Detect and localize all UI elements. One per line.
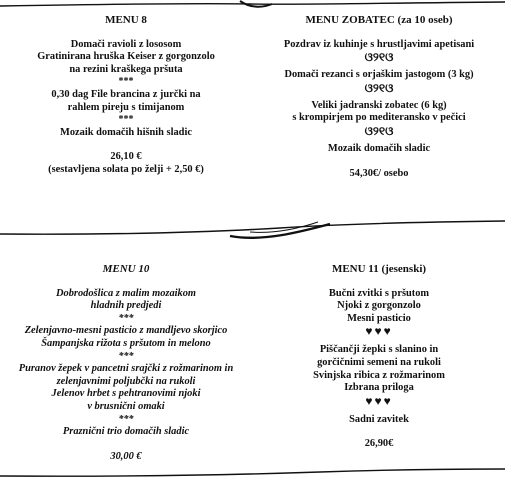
menu-10-panel — [0, 263, 252, 463]
menu-8-panel — [0, 14, 252, 177]
menu-zobatec-course: Mozaik domačih sladic — [327, 142, 431, 154]
bottom-swash-ornament — [0, 464, 505, 480]
menu-10-separator: *** — [118, 413, 134, 425]
menu-10-course: Jelenov hrbet s pehtranovimi njoki — [51, 388, 201, 400]
menu-8-course: Gratinirana hruška Keiser z gorgonzolo — [37, 51, 215, 63]
menu-11-course: Svinjska ribica z rožmarinom — [313, 369, 445, 381]
menu-10-course: Šampanjska rižota s pršutom in melono — [41, 337, 211, 349]
menu-11-panel — [253, 263, 505, 451]
menu-zobatec-course: Veliki jadranski zobatec (6 kg) — [311, 99, 447, 111]
menu-11-course: Bučni zvitki s pršutom — [328, 287, 430, 299]
menu-10-course: Dobrodošlica z malim mozaikom — [56, 287, 196, 299]
menu-zobatec-course: Domači rezanci s orjaškim jastogom (3 kg) — [284, 69, 474, 81]
hearts-icon: ♥♥♥ — [365, 393, 393, 408]
menu-zobatec-panel — [253, 14, 505, 180]
menu-8-course: Mozaik domačih hišnih sladic — [60, 126, 192, 138]
menu-10-price: 30,00 € — [110, 450, 142, 462]
menu-10-title: MENU 10 — [102, 263, 150, 275]
menu-8-course: 0,30 dag File brancina z jurčki na — [51, 88, 201, 100]
menu-11-title: MENU 11 (jesenski) — [331, 263, 427, 275]
menu-11-course: Sadni zavitek — [349, 413, 409, 425]
menu-zobatec-title: MENU ZOBATEC (za 10 oseb) — [305, 14, 453, 26]
top-swash-ornament — [0, 0, 505, 14]
menu-11-course: gorčičnimi semeni na rukoli — [317, 356, 441, 368]
flourish-icon: ଓ୨୧ଓ — [364, 50, 394, 65]
menu-10-course: Puranov žepek v pancetni srajčki z rožmarinom in — [18, 363, 234, 375]
menu-11-course: Mesni pasticio — [347, 312, 411, 324]
menu-8-separator: *** — [118, 114, 134, 126]
hearts-icon: ♥♥♥ — [365, 324, 393, 339]
menu-10-course: Praznični trio domačih sladic — [62, 426, 190, 438]
menu-8-price-note: (sestavljena solata po želji + 2,50 €) — [48, 163, 204, 175]
menu-8-title: MENU 8 — [105, 14, 147, 26]
menu-10-course: hladnih predjedi — [90, 300, 162, 312]
flourish-icon: ଓ୨୧ଓ — [364, 123, 394, 138]
menu-10-course: v brusnični omaki — [87, 400, 165, 412]
menu-8-course: rahlem pireju s timijanom — [67, 101, 185, 113]
menu-zobatec-course: s krompirjem po mediteransko v pečici — [292, 112, 466, 124]
menu-11-price: 26,90€ — [364, 438, 394, 450]
menu-8-course: Domači ravioli z lososom — [70, 38, 182, 50]
menu-8-price: 26,10 € — [110, 151, 142, 163]
middle-swash-ornament — [0, 216, 505, 242]
menu-11-course: Njoki z gorgonzolo — [337, 300, 421, 312]
menu-10-course: zelenjavnimi poljubčki na rukoli — [56, 375, 196, 387]
menu-10-separator: *** — [118, 350, 134, 362]
menu-11-course: Piščančji žepki s slanino in — [319, 344, 439, 356]
menu-10-separator: *** — [118, 312, 134, 324]
menu-10-course: Zelenjavno-mesni pasticio z mandljevo skorjico — [24, 325, 228, 337]
menu-8-separator: *** — [118, 76, 134, 88]
menu-11-course: Izbrana priloga — [344, 382, 414, 394]
menu-8-course: na rezini kraškega pršuta — [69, 63, 183, 75]
menu-zobatec-price: 54,30€/ osebo — [349, 167, 409, 179]
flourish-icon: ଓ୨୧ଓ — [364, 80, 394, 95]
menu-zobatec-course: Pozdrav iz kuhinje s hrustljavimi apetisani — [283, 38, 475, 50]
